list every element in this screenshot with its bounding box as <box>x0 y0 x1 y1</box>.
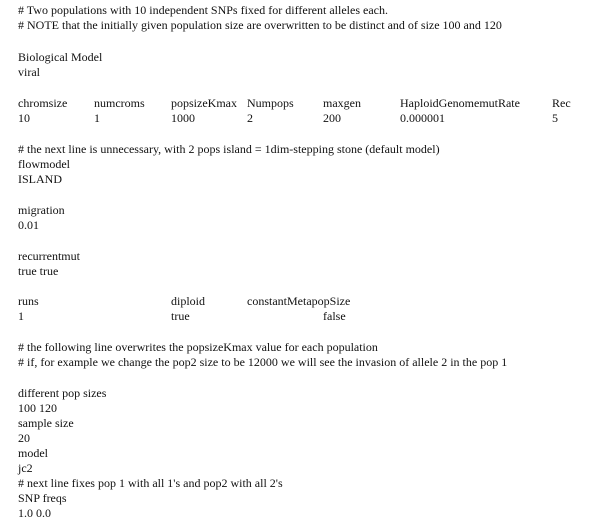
pop-sizes-label: different pop sizes <box>18 386 107 400</box>
runs-value: true <box>171 309 190 323</box>
param-header: Rec <box>552 96 571 110</box>
comment-line: # next line fixes pop 1 with all 1's and pop2 with all 2's <box>18 476 283 490</box>
param-header: Numpops <box>247 96 294 110</box>
comment-line: # NOTE that the initially given population size are overwritten to be distinct and of size 100 and 120 <box>18 18 502 32</box>
param-header: numcroms <box>94 96 145 110</box>
comment-line: # if, for example we change the pop2 size to be 12000 we will see the invasion of allele 2 in the pop 1 <box>18 355 508 369</box>
param-value: 5 <box>552 111 558 125</box>
runs-header: diploid <box>171 294 206 308</box>
snp-freqs-value: 1.0 0.0 <box>18 506 51 520</box>
snp-freqs-label: SNP freqs <box>18 491 67 505</box>
flowmodel-label: flowmodel <box>18 157 70 171</box>
param-header: maxgen <box>323 96 361 110</box>
comment-line: # the next line is unnecessary, with 2 pops island = 1dim-stepping stone (default model) <box>18 142 440 156</box>
comment-line: # the following line overwrites the popsizeKmax value for each population <box>18 340 378 354</box>
bio-model-label: Biological Model <box>18 50 103 64</box>
migration-value: 0.01 <box>18 218 39 232</box>
param-header: HaploidGenomemutRate <box>400 96 520 110</box>
param-value: 10 <box>18 111 30 125</box>
param-value: 1000 <box>171 111 195 125</box>
recurrentmut-value: true true <box>18 264 59 278</box>
model-value: jc2 <box>18 461 33 475</box>
comment-line: # Two populations with 10 independent SNPs fixed for different alleles each. <box>18 3 388 17</box>
runs-value: false <box>323 309 346 323</box>
pop-sizes-value: 100 120 <box>18 401 57 415</box>
param-value: 200 <box>323 111 341 125</box>
runs-header: constantMetapopSize <box>247 294 351 308</box>
sample-size-label: sample size <box>18 416 74 430</box>
model-label: model <box>18 446 48 460</box>
param-header: chromsize <box>18 96 68 110</box>
param-value: 1 <box>94 111 100 125</box>
sample-size-value: 20 <box>18 431 30 445</box>
migration-label: migration <box>18 203 65 217</box>
bio-model-value: viral <box>18 65 40 79</box>
runs-value: 1 <box>18 309 24 323</box>
recurrentmut-label: recurrentmut <box>18 249 80 263</box>
param-value: 0.000001 <box>400 111 445 125</box>
param-header: popsizeKmax <box>171 96 237 110</box>
param-value: 2 <box>247 111 253 125</box>
runs-header: runs <box>18 294 39 308</box>
flowmodel-value: ISLAND <box>18 172 62 186</box>
